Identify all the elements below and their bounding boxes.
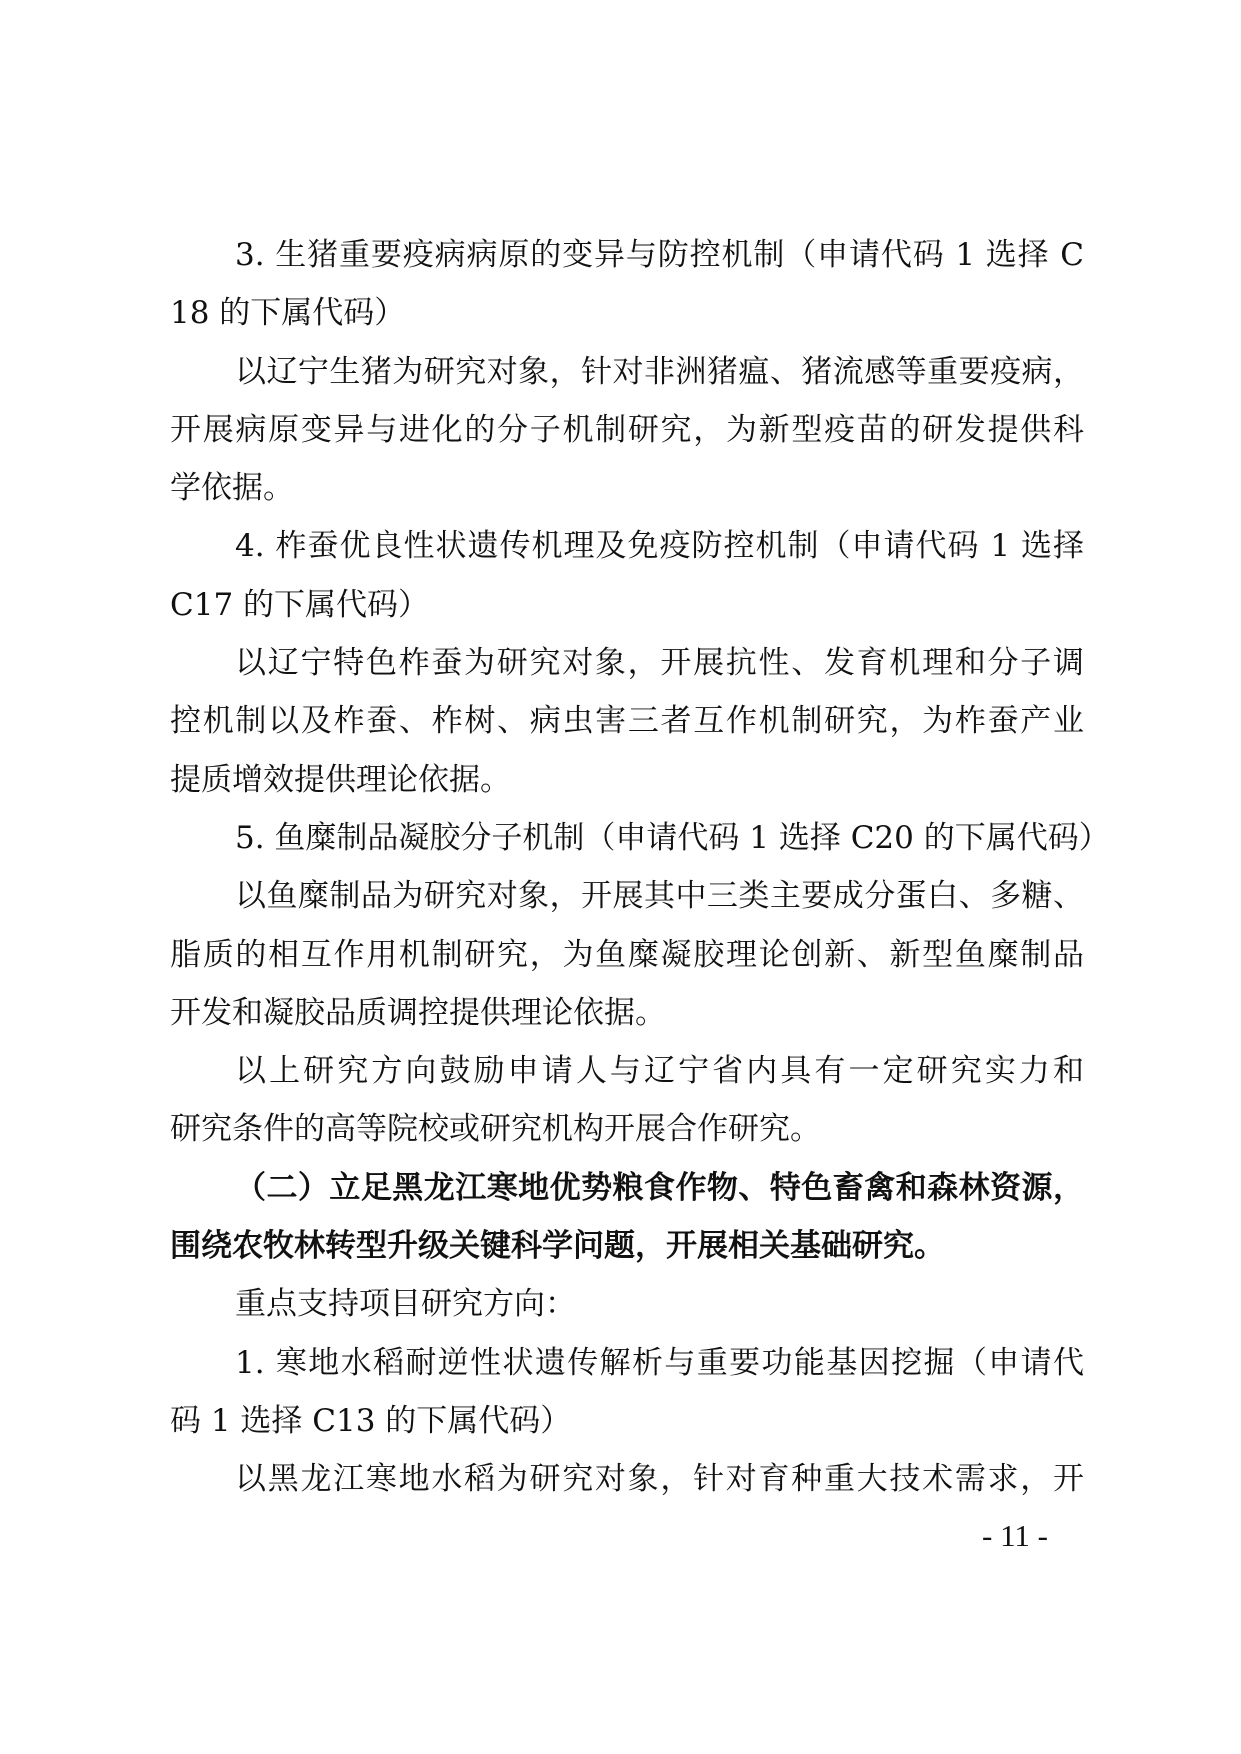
text-line: C17 的下属代码）	[170, 586, 430, 623]
text-line: 3. 生猪重要疫病病原的变异与防控机制（申请代码 1 选择 C	[235, 237, 1084, 273]
text-line: 以辽宁特色柞蚕为研究对象，开展抗性、发育机理和分子调	[235, 645, 1084, 682]
text-line: 以黑龙江寒地水稻为研究对象，针对育种重大技术需求，开	[235, 1461, 1084, 1498]
page-number: - 11 -	[982, 1518, 1048, 1553]
document-body	[170, 226, 1110, 1509]
section-heading-line: 围绕农牧林转型升级关键科学问题，开展相关基础研究。	[170, 1228, 945, 1265]
text-line: 学依据。	[170, 470, 294, 507]
text-line: 码 1 选择 C13 的下属代码）	[170, 1402, 572, 1439]
text-line: 以鱼糜制品为研究对象，开展其中三类主要成分蛋白、多糖、	[235, 878, 1084, 915]
text-line: 5. 鱼糜制品凝胶分子机制（申请代码 1 选择 C20 的下属代码）	[235, 819, 1110, 856]
text-line: 4. 柞蚕优良性状遗传机理及免疫防控机制（申请代码 1 选择	[235, 528, 1084, 565]
text-line: 提质增效提供理论依据。	[170, 761, 511, 798]
text-line: 开展病原变异与进化的分子机制研究，为新型疫苗的研发提供科	[170, 411, 1084, 448]
text-line: 开发和凝胶品质调控提供理论依据。	[170, 994, 666, 1031]
text-line: 1. 寒地水稻耐逆性状遗传解析与重要功能基因挖掘（申请代	[235, 1344, 1084, 1381]
section-heading-line: （二）立足黑龙江寒地优势粮食作物、特色畜禽和森林资源，	[235, 1169, 1084, 1206]
text-line: 以上研究方向鼓励申请人与辽宁省内具有一定研究实力和	[235, 1053, 1084, 1090]
text-line: 18 的下属代码）	[170, 295, 406, 332]
text-line: 研究条件的高等院校或研究机构开展合作研究。	[170, 1111, 821, 1148]
text-line: 控机制以及柞蚕、柞树、病虫害三者互作机制研究，为柞蚕产业	[170, 703, 1084, 740]
text-line: 脂质的相互作用机制研究，为鱼糜凝胶理论创新、新型鱼糜制品	[170, 936, 1084, 973]
text-line: 以辽宁生猪为研究对象，针对非洲猪瘟、猪流感等重要疫病，	[235, 353, 1084, 390]
text-line: 重点支持项目研究方向：	[235, 1286, 576, 1323]
